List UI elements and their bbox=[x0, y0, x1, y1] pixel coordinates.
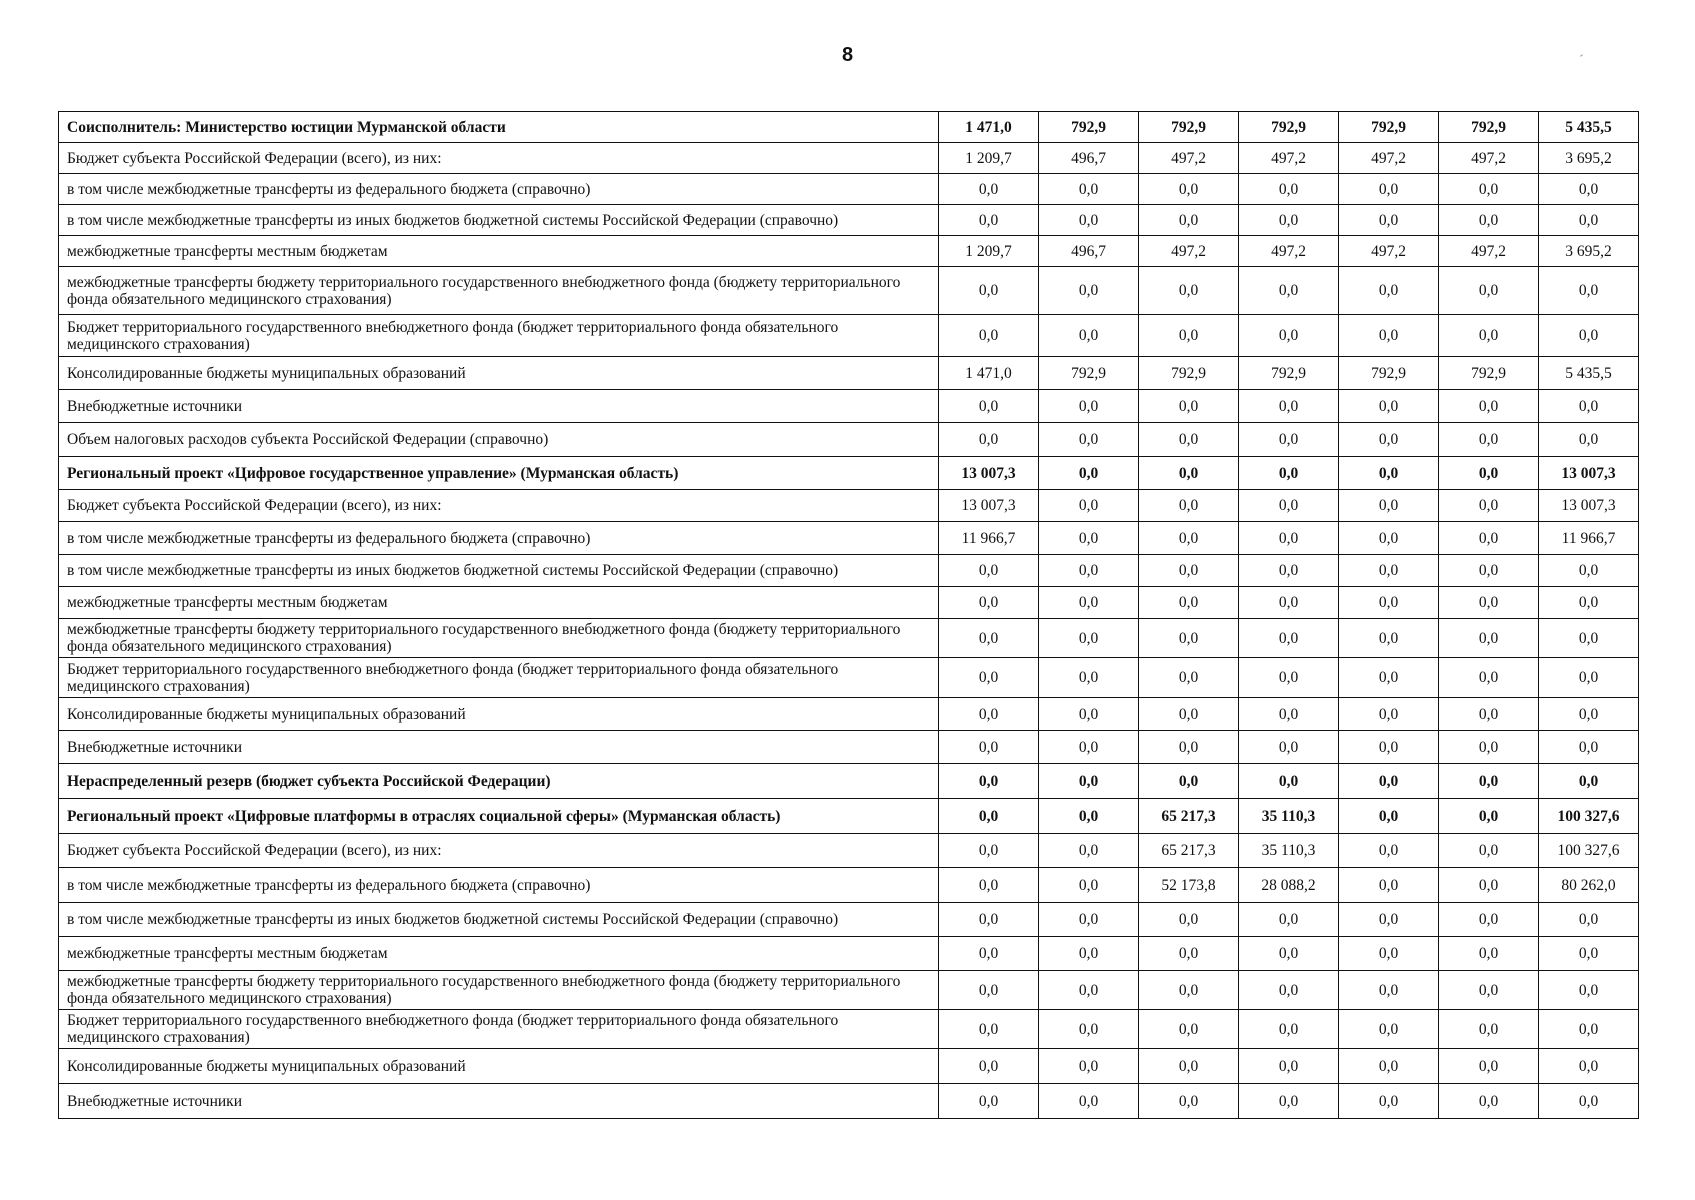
row-label: Бюджет субъекта Российской Федерации (всего), из них: bbox=[59, 143, 939, 174]
value-cell: 0,0 bbox=[1539, 1010, 1639, 1049]
value-cell: 0,0 bbox=[1139, 1084, 1239, 1119]
value-cell: 0,0 bbox=[939, 423, 1039, 457]
value-cell: 100 327,6 bbox=[1539, 799, 1639, 834]
value-cell: 0,0 bbox=[939, 174, 1039, 205]
value-cell: 0,0 bbox=[1339, 555, 1439, 587]
value-cell: 0,0 bbox=[1239, 205, 1339, 236]
value-cell: 0,0 bbox=[1439, 423, 1539, 457]
value-cell: 0,0 bbox=[1539, 555, 1639, 587]
value-cell: 497,2 bbox=[1239, 143, 1339, 174]
value-cell: 0,0 bbox=[1039, 868, 1139, 903]
value-cell: 0,0 bbox=[1239, 174, 1339, 205]
value-cell: 35 110,3 bbox=[1239, 834, 1339, 868]
row-label: в том числе межбюджетные трансферты из федерального бюджета (справочно) bbox=[59, 868, 939, 903]
value-cell: 0,0 bbox=[1039, 555, 1139, 587]
value-cell: 0,0 bbox=[939, 1010, 1039, 1049]
value-cell: 0,0 bbox=[1239, 903, 1339, 937]
value-cell: 0,0 bbox=[1339, 1010, 1439, 1049]
row-label: межбюджетные трансферты местным бюджетам bbox=[59, 236, 939, 267]
value-cell: 0,0 bbox=[1339, 587, 1439, 619]
value-cell: 497,2 bbox=[1339, 143, 1439, 174]
value-cell: 0,0 bbox=[1039, 1049, 1139, 1084]
value-cell: 0,0 bbox=[1139, 619, 1239, 658]
row-label: Консолидированные бюджеты муниципальных образований bbox=[59, 357, 939, 390]
value-cell: 0,0 bbox=[1039, 174, 1139, 205]
table-row bbox=[59, 174, 1639, 205]
value-cell: 0,0 bbox=[939, 619, 1039, 658]
value-cell: 3 695,2 bbox=[1539, 143, 1639, 174]
value-cell: 497,2 bbox=[1139, 143, 1239, 174]
value-cell: 0,0 bbox=[939, 868, 1039, 903]
value-cell: 1 209,7 bbox=[939, 236, 1039, 267]
table-row bbox=[59, 698, 1639, 731]
value-cell: 0,0 bbox=[1139, 971, 1239, 1010]
row-label: Консолидированные бюджеты муниципальных образований bbox=[59, 1049, 939, 1084]
row-label: межбюджетные трансферты бюджету территориального государственного внебюджетного фонда (бюджету территориального фонда обязательного медицинского страхования) bbox=[59, 619, 939, 658]
value-cell: 496,7 bbox=[1039, 236, 1139, 267]
value-cell: 0,0 bbox=[1439, 1084, 1539, 1119]
value-cell: 497,2 bbox=[1439, 143, 1539, 174]
table-row bbox=[59, 555, 1639, 587]
value-cell: 0,0 bbox=[939, 731, 1039, 764]
table-row bbox=[59, 490, 1639, 522]
table-row bbox=[59, 522, 1639, 555]
value-cell: 0,0 bbox=[1439, 490, 1539, 522]
value-cell: 0,0 bbox=[1139, 658, 1239, 698]
value-cell: 0,0 bbox=[1039, 799, 1139, 834]
value-cell: 0,0 bbox=[1539, 903, 1639, 937]
row-label: в том числе межбюджетные трансферты из иных бюджетов бюджетной системы Российской Федерации (справочно) bbox=[59, 205, 939, 236]
value-cell: 0,0 bbox=[1239, 764, 1339, 799]
table-row bbox=[59, 143, 1639, 174]
value-cell: 0,0 bbox=[1039, 522, 1139, 555]
value-cell: 0,0 bbox=[1039, 619, 1139, 658]
row-label: Соисполнитель: Министерство юстиции Мурманской области bbox=[59, 112, 939, 143]
value-cell: 0,0 bbox=[1139, 174, 1239, 205]
value-cell: 497,2 bbox=[1339, 236, 1439, 267]
row-label: Региональный проект «Цифровые платформы в отраслях социальной сферы» (Мурманская область) bbox=[59, 799, 939, 834]
value-cell: 0,0 bbox=[1439, 971, 1539, 1010]
table-row bbox=[59, 971, 1639, 1010]
value-cell: 497,2 bbox=[1239, 236, 1339, 267]
value-cell: 0,0 bbox=[1139, 315, 1239, 357]
value-cell: 0,0 bbox=[939, 267, 1039, 315]
value-cell: 0,0 bbox=[1239, 267, 1339, 315]
value-cell: 0,0 bbox=[1139, 731, 1239, 764]
value-cell: 0,0 bbox=[1339, 1084, 1439, 1119]
value-cell: 0,0 bbox=[1139, 205, 1239, 236]
value-cell: 0,0 bbox=[1439, 555, 1539, 587]
value-cell: 0,0 bbox=[1239, 1084, 1339, 1119]
value-cell: 792,9 bbox=[1439, 357, 1539, 390]
value-cell: 0,0 bbox=[1039, 457, 1139, 490]
table-row bbox=[59, 731, 1639, 764]
value-cell: 0,0 bbox=[1239, 698, 1339, 731]
row-label: Внебюджетные источники bbox=[59, 1084, 939, 1119]
value-cell: 0,0 bbox=[1139, 490, 1239, 522]
value-cell: 0,0 bbox=[939, 1049, 1039, 1084]
value-cell: 0,0 bbox=[1139, 587, 1239, 619]
value-cell: 0,0 bbox=[939, 971, 1039, 1010]
table-row bbox=[59, 357, 1639, 390]
value-cell: 0,0 bbox=[1239, 555, 1339, 587]
table-row bbox=[59, 764, 1639, 799]
value-cell: 0,0 bbox=[1039, 658, 1139, 698]
value-cell: 0,0 bbox=[1139, 390, 1239, 423]
value-cell: 0,0 bbox=[1339, 903, 1439, 937]
value-cell: 0,0 bbox=[1039, 587, 1139, 619]
value-cell: 0,0 bbox=[1439, 799, 1539, 834]
value-cell: 0,0 bbox=[1539, 937, 1639, 971]
row-label: Бюджет субъекта Российской Федерации (всего), из них: bbox=[59, 490, 939, 522]
value-cell: 0,0 bbox=[1239, 658, 1339, 698]
value-cell: 0,0 bbox=[939, 205, 1039, 236]
value-cell: 0,0 bbox=[1339, 1049, 1439, 1084]
value-cell: 5 435,5 bbox=[1539, 112, 1639, 143]
table-row bbox=[59, 868, 1639, 903]
value-cell: 0,0 bbox=[1339, 315, 1439, 357]
row-label: в том числе межбюджетные трансферты из федерального бюджета (справочно) bbox=[59, 174, 939, 205]
row-label: Внебюджетные источники bbox=[59, 731, 939, 764]
value-cell: 0,0 bbox=[1539, 1084, 1639, 1119]
value-cell: 496,7 bbox=[1039, 143, 1139, 174]
value-cell: 0,0 bbox=[1039, 971, 1139, 1010]
row-label: в том числе межбюджетные трансферты из иных бюджетов бюджетной системы Российской Федерации (справочно) bbox=[59, 555, 939, 587]
table-row bbox=[59, 937, 1639, 971]
table-row bbox=[59, 1084, 1639, 1119]
value-cell: 0,0 bbox=[1439, 267, 1539, 315]
value-cell: 0,0 bbox=[1139, 267, 1239, 315]
value-cell: 0,0 bbox=[939, 799, 1039, 834]
row-label: межбюджетные трансферты местным бюджетам bbox=[59, 937, 939, 971]
budget-table bbox=[58, 111, 1639, 1119]
value-cell: 0,0 bbox=[1539, 205, 1639, 236]
value-cell: 0,0 bbox=[1139, 764, 1239, 799]
row-label: Нераспределенный резерв (бюджет субъекта Российской Федерации) bbox=[59, 764, 939, 799]
value-cell: 0,0 bbox=[1239, 731, 1339, 764]
value-cell: 792,9 bbox=[1139, 357, 1239, 390]
value-cell: 0,0 bbox=[1139, 937, 1239, 971]
table-row bbox=[59, 205, 1639, 236]
value-cell: 0,0 bbox=[1039, 937, 1139, 971]
value-cell: 0,0 bbox=[1439, 868, 1539, 903]
value-cell: 0,0 bbox=[1239, 457, 1339, 490]
value-cell: 0,0 bbox=[1239, 619, 1339, 658]
value-cell: 0,0 bbox=[1539, 315, 1639, 357]
value-cell: 0,0 bbox=[1039, 490, 1139, 522]
table-row bbox=[59, 619, 1639, 658]
value-cell: 0,0 bbox=[1439, 903, 1539, 937]
table-row bbox=[59, 1049, 1639, 1084]
value-cell: 0,0 bbox=[1139, 457, 1239, 490]
value-cell: 0,0 bbox=[939, 658, 1039, 698]
row-label: Внебюджетные источники bbox=[59, 390, 939, 423]
value-cell: 0,0 bbox=[1039, 205, 1139, 236]
table-row bbox=[59, 587, 1639, 619]
value-cell: 0,0 bbox=[1539, 267, 1639, 315]
value-cell: 0,0 bbox=[1239, 971, 1339, 1010]
value-cell: 0,0 bbox=[1339, 490, 1439, 522]
table-row bbox=[59, 457, 1639, 490]
value-cell: 0,0 bbox=[1139, 903, 1239, 937]
value-cell: 1 209,7 bbox=[939, 143, 1039, 174]
row-label: Региональный проект «Цифровое государственное управление» (Мурманская область) bbox=[59, 457, 939, 490]
value-cell: 0,0 bbox=[1339, 174, 1439, 205]
row-label: Бюджет субъекта Российской Федерации (всего), из них: bbox=[59, 834, 939, 868]
value-cell: 0,0 bbox=[939, 834, 1039, 868]
value-cell: 0,0 bbox=[1539, 698, 1639, 731]
value-cell: 0,0 bbox=[1339, 522, 1439, 555]
value-cell: 792,9 bbox=[1339, 357, 1439, 390]
value-cell: 1 471,0 bbox=[939, 357, 1039, 390]
value-cell: 0,0 bbox=[1239, 490, 1339, 522]
value-cell: 0,0 bbox=[1039, 1010, 1139, 1049]
row-label: межбюджетные трансферты бюджету территориального государственного внебюджетного фонда (бюджету территориального фонда обязательного медицинского страхования) bbox=[59, 971, 939, 1010]
value-cell: 0,0 bbox=[1039, 1084, 1139, 1119]
row-label: Объем налоговых расходов субъекта Российской Федерации (справочно) bbox=[59, 423, 939, 457]
value-cell: 0,0 bbox=[1539, 619, 1639, 658]
value-cell: 0,0 bbox=[1039, 423, 1139, 457]
table-row bbox=[59, 236, 1639, 267]
value-cell: 792,9 bbox=[1239, 112, 1339, 143]
value-cell: 0,0 bbox=[1239, 1049, 1339, 1084]
page-number: 8 bbox=[841, 44, 854, 66]
value-cell: 0,0 bbox=[1539, 390, 1639, 423]
value-cell: 0,0 bbox=[1439, 205, 1539, 236]
value-cell: 13 007,3 bbox=[1539, 457, 1639, 490]
value-cell: 0,0 bbox=[939, 903, 1039, 937]
value-cell: 100 327,6 bbox=[1539, 834, 1639, 868]
value-cell: 0,0 bbox=[1539, 971, 1639, 1010]
value-cell: 0,0 bbox=[1039, 267, 1139, 315]
value-cell: 13 007,3 bbox=[939, 457, 1039, 490]
value-cell: 0,0 bbox=[1439, 698, 1539, 731]
table-row bbox=[59, 267, 1639, 315]
value-cell: 0,0 bbox=[1539, 731, 1639, 764]
value-cell: 0,0 bbox=[1239, 522, 1339, 555]
value-cell: 0,0 bbox=[1139, 555, 1239, 587]
value-cell: 0,0 bbox=[1439, 587, 1539, 619]
value-cell: 0,0 bbox=[939, 555, 1039, 587]
value-cell: 0,0 bbox=[939, 764, 1039, 799]
value-cell: 792,9 bbox=[1439, 112, 1539, 143]
value-cell: 35 110,3 bbox=[1239, 799, 1339, 834]
value-cell: 0,0 bbox=[1239, 1010, 1339, 1049]
value-cell: 0,0 bbox=[1339, 868, 1439, 903]
value-cell: 0,0 bbox=[1539, 764, 1639, 799]
value-cell: 0,0 bbox=[1339, 619, 1439, 658]
value-cell: 0,0 bbox=[1239, 315, 1339, 357]
table-row bbox=[59, 112, 1639, 143]
value-cell: 0,0 bbox=[1339, 834, 1439, 868]
value-cell: 0,0 bbox=[1339, 658, 1439, 698]
row-label: Бюджет территориального государственного внебюджетного фонда (бюджет территориального фонда обязательного медицинского страхования) bbox=[59, 658, 939, 698]
value-cell: 80 262,0 bbox=[1539, 868, 1639, 903]
table-row bbox=[59, 390, 1639, 423]
value-cell: 11 966,7 bbox=[1539, 522, 1639, 555]
value-cell: 0,0 bbox=[939, 390, 1039, 423]
value-cell: 0,0 bbox=[1139, 1010, 1239, 1049]
value-cell: 0,0 bbox=[1239, 937, 1339, 971]
table-row bbox=[59, 799, 1639, 834]
value-cell: 0,0 bbox=[1339, 390, 1439, 423]
value-cell: 0,0 bbox=[1339, 799, 1439, 834]
value-cell: 0,0 bbox=[939, 315, 1039, 357]
value-cell: 0,0 bbox=[1039, 834, 1139, 868]
row-label: в том числе межбюджетные трансферты из федерального бюджета (справочно) bbox=[59, 522, 939, 555]
value-cell: 0,0 bbox=[1539, 423, 1639, 457]
value-cell: 0,0 bbox=[1439, 658, 1539, 698]
value-cell: 1 471,0 bbox=[939, 112, 1039, 143]
value-cell: 0,0 bbox=[1039, 390, 1139, 423]
table-row bbox=[59, 834, 1639, 868]
value-cell: 3 695,2 bbox=[1539, 236, 1639, 267]
value-cell: 0,0 bbox=[1439, 834, 1539, 868]
table-row bbox=[59, 658, 1639, 698]
value-cell: 0,0 bbox=[1439, 390, 1539, 423]
value-cell: 0,0 bbox=[1239, 587, 1339, 619]
value-cell: 0,0 bbox=[1239, 423, 1339, 457]
value-cell: 0,0 bbox=[1339, 457, 1439, 490]
value-cell: 0,0 bbox=[1339, 205, 1439, 236]
value-cell: 0,0 bbox=[1039, 698, 1139, 731]
value-cell: 792,9 bbox=[1039, 112, 1139, 143]
value-cell: 0,0 bbox=[1039, 731, 1139, 764]
budget-table-body bbox=[59, 112, 1639, 1119]
row-label: Бюджет территориального государственного внебюджетного фонда (бюджет территориального фонда обязательного медицинского страхования) bbox=[59, 1010, 939, 1049]
value-cell: 0,0 bbox=[1339, 971, 1439, 1010]
value-cell: 0,0 bbox=[1039, 315, 1139, 357]
value-cell: 0,0 bbox=[1539, 174, 1639, 205]
value-cell: 65 217,3 bbox=[1139, 799, 1239, 834]
value-cell: 0,0 bbox=[1339, 731, 1439, 764]
row-label: Бюджет территориального государственного внебюджетного фонда (бюджет территориального фонда обязательного медицинского страхования) bbox=[59, 315, 939, 357]
value-cell: 0,0 bbox=[1139, 698, 1239, 731]
table-row bbox=[59, 1010, 1639, 1049]
row-label: межбюджетные трансферты местным бюджетам bbox=[59, 587, 939, 619]
value-cell: 497,2 bbox=[1139, 236, 1239, 267]
value-cell: 0,0 bbox=[1439, 937, 1539, 971]
value-cell: 0,0 bbox=[1039, 764, 1139, 799]
value-cell: 11 966,7 bbox=[939, 522, 1039, 555]
value-cell: 0,0 bbox=[1339, 698, 1439, 731]
value-cell: 0,0 bbox=[1139, 423, 1239, 457]
value-cell: 0,0 bbox=[939, 587, 1039, 619]
value-cell: 0,0 bbox=[939, 937, 1039, 971]
value-cell: 0,0 bbox=[1439, 1010, 1539, 1049]
value-cell: 0,0 bbox=[1339, 764, 1439, 799]
table-row bbox=[59, 315, 1639, 357]
table-row bbox=[59, 423, 1639, 457]
value-cell: 13 007,3 bbox=[939, 490, 1039, 522]
value-cell: 0,0 bbox=[1139, 1049, 1239, 1084]
value-cell: 0,0 bbox=[1439, 457, 1539, 490]
value-cell: 0,0 bbox=[1439, 731, 1539, 764]
value-cell: 0,0 bbox=[939, 1084, 1039, 1119]
row-label: межбюджетные трансферты бюджету территориального государственного внебюджетного фонда (бюджету территориального фонда обязательного медицинского страхования) bbox=[59, 267, 939, 315]
value-cell: 792,9 bbox=[1139, 112, 1239, 143]
row-label: в том числе межбюджетные трансферты из иных бюджетов бюджетной системы Российской Федерации (справочно) bbox=[59, 903, 939, 937]
value-cell: 0,0 bbox=[1439, 522, 1539, 555]
value-cell: 0,0 bbox=[1539, 658, 1639, 698]
value-cell: 0,0 bbox=[1439, 619, 1539, 658]
value-cell: 0,0 bbox=[1439, 1049, 1539, 1084]
value-cell: 0,0 bbox=[1339, 937, 1439, 971]
value-cell: 0,0 bbox=[1539, 1049, 1639, 1084]
value-cell: 0,0 bbox=[1439, 315, 1539, 357]
value-cell: 28 088,2 bbox=[1239, 868, 1339, 903]
value-cell: 0,0 bbox=[1139, 522, 1239, 555]
value-cell: 13 007,3 bbox=[1539, 490, 1639, 522]
value-cell: 52 173,8 bbox=[1139, 868, 1239, 903]
table-row bbox=[59, 903, 1639, 937]
row-label: Консолидированные бюджеты муниципальных образований bbox=[59, 698, 939, 731]
value-cell: 792,9 bbox=[1039, 357, 1139, 390]
value-cell: 792,9 bbox=[1239, 357, 1339, 390]
value-cell: 0,0 bbox=[1439, 174, 1539, 205]
value-cell: 65 217,3 bbox=[1139, 834, 1239, 868]
value-cell: 0,0 bbox=[1239, 390, 1339, 423]
value-cell: 0,0 bbox=[1339, 267, 1439, 315]
value-cell: 497,2 bbox=[1439, 236, 1539, 267]
value-cell: 0,0 bbox=[939, 698, 1039, 731]
value-cell: 792,9 bbox=[1339, 112, 1439, 143]
value-cell: 0,0 bbox=[1339, 423, 1439, 457]
value-cell: 0,0 bbox=[1439, 764, 1539, 799]
value-cell: 0,0 bbox=[1539, 587, 1639, 619]
value-cell: 0,0 bbox=[1039, 903, 1139, 937]
value-cell: 5 435,5 bbox=[1539, 357, 1639, 390]
